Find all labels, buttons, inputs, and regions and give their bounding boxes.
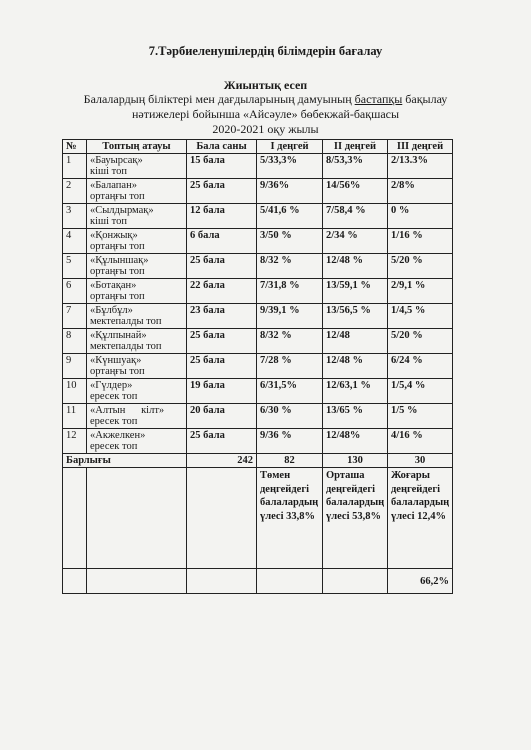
row-level-3: 1/16 %: [388, 229, 453, 254]
table-header-row: [63, 140, 453, 154]
group-type: ортаңғы топ: [90, 191, 145, 202]
row-level-3: 2/13.3%: [388, 154, 453, 179]
row-level-1: 9/39,1 %: [257, 304, 323, 329]
table-row: [63, 279, 453, 304]
row-child-count: 6 бала: [187, 229, 257, 254]
row-level-3: 2/9,1 %: [388, 279, 453, 304]
empty-cell: [63, 569, 87, 594]
header-level-1: I деңгей: [257, 140, 323, 154]
table-row: [63, 329, 453, 354]
group-type: ересек топ: [90, 391, 138, 402]
row-group-name: [87, 179, 187, 204]
row-number: 10: [63, 379, 87, 404]
group-title: «Құлпынай»: [90, 330, 147, 341]
row-level-2: 7/58,4 %: [323, 204, 388, 229]
row-level-3: 6/24 %: [388, 354, 453, 379]
group-title: «Бұлбұл»: [90, 305, 133, 316]
row-number: 7: [63, 304, 87, 329]
row-level-2: 14/56%: [323, 179, 388, 204]
row-level-3: 5/20 %: [388, 254, 453, 279]
empty-cell: [87, 569, 187, 594]
final-percent: 66,2%: [388, 569, 453, 594]
total-count: 242: [187, 454, 257, 468]
row-group-name: [87, 154, 187, 179]
report-title: Жиынтық есеп: [223, 78, 308, 92]
row-group-name: [87, 304, 187, 329]
row-level-2: 8/53,3%: [323, 154, 388, 179]
table-row: [63, 404, 453, 429]
empty-cell: [187, 569, 257, 594]
row-number: 12: [63, 429, 87, 454]
row-group-name: [87, 279, 187, 304]
row-level-1: 7/31,8 %: [257, 279, 323, 304]
total-row: [63, 454, 453, 468]
row-level-3: 4/16 %: [388, 429, 453, 454]
summary-table: [62, 139, 453, 594]
row-level-1: 8/32 %: [257, 254, 323, 279]
group-title: «Балапан»: [90, 180, 137, 191]
row-child-count: 20 бала: [187, 404, 257, 429]
row-level-3: 1/5,4 %: [388, 379, 453, 404]
group-type: ортаңғы топ: [90, 266, 145, 277]
row-level-2: 2/34 %: [323, 229, 388, 254]
report-subtitle-line2: нәтижелері бойынша «Айсәуле» бөбекжай-бақшасы: [131, 107, 400, 121]
row-group-name: [87, 204, 187, 229]
row-group-name: [87, 379, 187, 404]
row-number: 1: [63, 154, 87, 179]
group-title: «Сылдырмақ»: [90, 205, 154, 216]
group-type: ересек топ: [90, 416, 138, 427]
group-title: «Бауырсақ»: [90, 155, 143, 166]
row-child-count: 25 бала: [187, 429, 257, 454]
row-level-2: 12/48 %: [323, 254, 388, 279]
table-row: [63, 354, 453, 379]
academic-year: 2020-2021 оқу жылы: [212, 122, 319, 136]
empty-cell: [87, 468, 187, 569]
subtitle-underlined-word: бастапқы: [354, 92, 403, 106]
row-level-1: 8/32 %: [257, 329, 323, 354]
row-group-name: [87, 254, 187, 279]
row-child-count: 25 бала: [187, 329, 257, 354]
row-number: 3: [63, 204, 87, 229]
group-title: «Акжелкен»: [90, 430, 146, 441]
subtitle-text: бақылау: [402, 92, 448, 106]
row-level-1: 9/36 %: [257, 429, 323, 454]
row-child-count: 23 бала: [187, 304, 257, 329]
group-title: «Ботақан»: [90, 280, 137, 291]
group-title: «Алтын кілт»: [90, 405, 165, 416]
row-child-count: 15 бала: [187, 154, 257, 179]
empty-cell: [257, 569, 323, 594]
total-level-3: 30: [388, 454, 453, 468]
group-type: ересек топ: [90, 441, 138, 452]
row-level-1: 3/50 %: [257, 229, 323, 254]
subtitle-text: Балалардың біліктері мен дағдыларының дамуының: [83, 92, 355, 106]
row-group-name: [87, 329, 187, 354]
row-child-count: 12 бала: [187, 204, 257, 229]
report-subtitle-line1: [0, 92, 531, 106]
row-number: 6: [63, 279, 87, 304]
row-child-count: 19 бала: [187, 379, 257, 404]
group-title: «Қонжық»: [90, 230, 138, 241]
row-level-1: 9/36%: [257, 179, 323, 204]
row-child-count: 25 бала: [187, 254, 257, 279]
total-label: Барлығы: [63, 454, 187, 468]
row-level-2: 12/48 %: [323, 354, 388, 379]
table-row: [63, 154, 453, 179]
row-level-2: 12/48%: [323, 429, 388, 454]
row-level-1: 6/30 %: [257, 404, 323, 429]
empty-cell: [323, 569, 388, 594]
header-number: №: [63, 140, 87, 154]
total-level-1: 82: [257, 454, 323, 468]
table-row: [63, 254, 453, 279]
row-group-name: [87, 229, 187, 254]
row-level-2: 13/56,5 %: [323, 304, 388, 329]
row-group-name: [87, 404, 187, 429]
share-level-2: Орташа деңгейдегі балалардың үлесі 53,8%: [323, 468, 388, 569]
row-level-2: 13/65 %: [323, 404, 388, 429]
share-row: [63, 468, 453, 569]
row-group-name: [87, 429, 187, 454]
empty-cell: [63, 468, 87, 569]
row-level-2: 12/63,1 %: [323, 379, 388, 404]
section-title: 7.Тәрбиеленушілердің білімдерін бағалау: [148, 44, 383, 58]
group-title: «Күншуақ»: [90, 355, 142, 366]
header-group-name: Топтың атауы: [87, 140, 187, 154]
group-title: «Құлыншақ»: [90, 255, 149, 266]
row-level-3: 1/4,5 %: [388, 304, 453, 329]
empty-cell: [187, 468, 257, 569]
row-child-count: 22 бала: [187, 279, 257, 304]
header-level-3: III деңгей: [388, 140, 453, 154]
table-row: [63, 304, 453, 329]
final-row: [63, 569, 453, 594]
table-row: [63, 229, 453, 254]
share-level-1: Төмен деңгейдегі балалардың үлесі 33,8%: [257, 468, 323, 569]
row-level-1: 5/33,3%: [257, 154, 323, 179]
row-number: 2: [63, 179, 87, 204]
row-child-count: 25 бала: [187, 179, 257, 204]
group-type: мектепалды топ: [90, 341, 162, 352]
group-type: кіші топ: [90, 216, 127, 227]
row-level-3: 0 %: [388, 204, 453, 229]
row-child-count: 25 бала: [187, 354, 257, 379]
row-number: 4: [63, 229, 87, 254]
table-row: [63, 379, 453, 404]
row-level-1: 6/31,5%: [257, 379, 323, 404]
group-title: «Гүлдер»: [90, 380, 133, 391]
row-number: 11: [63, 404, 87, 429]
table-row: [63, 204, 453, 229]
row-number: 5: [63, 254, 87, 279]
row-level-3: 2/8%: [388, 179, 453, 204]
row-number: 8: [63, 329, 87, 354]
row-number: 9: [63, 354, 87, 379]
row-level-1: 7/28 %: [257, 354, 323, 379]
total-level-2: 130: [323, 454, 388, 468]
group-type: ортаңғы топ: [90, 291, 145, 302]
row-level-3: 5/20 %: [388, 329, 453, 354]
group-type: ортаңғы топ: [90, 366, 145, 377]
header-level-2: II деңгей: [323, 140, 388, 154]
group-type: ортаңғы топ: [90, 241, 145, 252]
table-row: [63, 429, 453, 454]
group-type: кіші топ: [90, 166, 127, 177]
table-row: [63, 179, 453, 204]
row-level-2: 13/59,1 %: [323, 279, 388, 304]
row-level-1: 5/41,6 %: [257, 204, 323, 229]
row-level-2: 12/48: [323, 329, 388, 354]
share-level-3: Жоғары деңгейдегі балалардың үлесі 12,4%: [388, 468, 453, 569]
row-level-3: 1/5 %: [388, 404, 453, 429]
group-type: мектепалды топ: [90, 316, 162, 327]
header-child-count: Бала саны: [187, 140, 257, 154]
row-group-name: [87, 354, 187, 379]
